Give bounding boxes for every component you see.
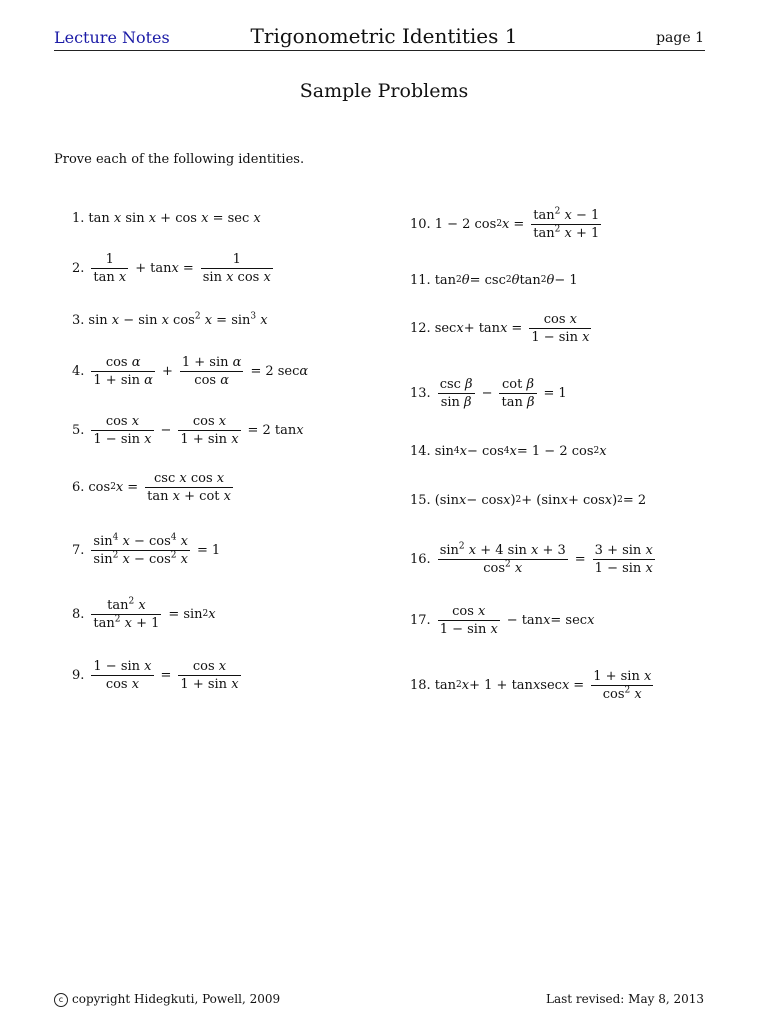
problem-number: 5. [72,422,85,438]
page-title: Sample Problems [299,80,469,102]
problem-number: 11. [410,272,431,288]
problem-14: 14. sin 4 x − cos 4 x = 1 − 2 cos 2 x [410,443,607,459]
problem-number: 16. [410,551,431,567]
problem-number: 8. [72,606,85,622]
problem-number: 12. [410,320,431,336]
problem-number: 6. [72,479,85,495]
problem-10: 10. 1 − 2 cos 2 x = $\frac{\tan^2 x - 1}{\tan^2 x + 1}$ [410,206,600,241]
problem-number: 7. [72,542,85,558]
problem-3: 3. sin x − sin x $\cos^2 x = \sin^3 x$ [72,311,268,328]
copyright-icon: c [54,993,68,1007]
header-rule [54,50,705,51]
page-number: page 1 [656,30,704,46]
footer-copyright [54,992,280,1007]
problem-number: 10. [410,216,431,232]
problem-18: 18. tan 2 x + 1 + tan x sec x = $\frac{\text{1 + sin x}}{\cos^2 x}$ [410,668,652,702]
problem-12: 12. sec x + tan x = $\frac{\text{cos x}}{\text{1 − sin x}}$ [410,311,590,345]
problem-number: 18. [410,677,431,693]
problem-5: 5. $\frac{\text{cos x}}{\text{1 − sin x}}$ − $\frac{\text{cos x}}{\text{1 + sin x}}$ = 2 tan x [72,413,304,447]
problem-15: 15. (sin x − cos x ) 2 + (sin x + cos x ) 2 = 2 [410,492,647,508]
problem-2: 2. $\frac{1}{\text{tan x}}$ + tan x = $\frac{1}{\text{sin x cos x}}$ [72,251,271,285]
problem-8: 8. $\frac{\tan^2 x}{\tan^2 x + 1}$ = sin 2 x [72,596,216,631]
problem-13: 13. $\frac{\text{csc β}}{\text{sin β}}$ − $\frac{\text{cot β}}{\text{tan β}}$ = 1 [410,376,567,410]
problem-number: 4. [72,363,85,379]
problem-16: 16. $\frac{\sin^2 x + 4 \sin x + 3}{\cos^2 x}$ = $\frac{\text{3 + sin x}}{\text{1 − sin x}}$ [410,541,653,576]
problem-4: 4. $\frac{\text{cos α}}{\text{1 + sin α}}$ + $\frac{\text{1 + sin α}}{\text{cos α}}$ = 2 sec α [72,354,309,388]
header-title: Trigonometric Identities 1 [250,24,518,48]
problem-7: 7. $\frac{\sin^4 x - \cos^4 x}{\sin^2 x - \cos^2 x}$ = 1 [72,532,221,567]
problem-number: 2. [72,260,85,276]
problem-number: 14. [410,443,431,459]
problem-9: 9. $\frac{\text{1 − sin x}}{\text{cos x}}$ = $\frac{\text{cos x}}{\text{1 + sin x}}$ [72,658,239,692]
intro-text: Prove each of the following identities. [54,152,305,167]
problem-number: 17. [410,612,431,628]
footer-revised: Last revised: May 8, 2013 [545,992,704,1006]
problem-17: 17. $\frac{\text{cos x}}{\text{1 − sin x}}$ − tan x = sec x [410,603,595,637]
problem-1: 1. tan x sin x + cos x = sec x [72,210,261,226]
problem-number: 13. [410,385,431,401]
problem-number: 3. [72,312,85,328]
copyright-text: copyright Hidegkuti, Powell, 2009 [72,992,281,1006]
header-left-label: Lecture Notes [54,28,170,47]
problem-6: 6. cos 2 x = $\frac{\text{csc x cos x}}{\text{tan x + cot x}}$ [72,470,231,504]
problem-11: 11. tan 2 θ = csc 2 θ tan 2 θ − 1 [410,272,578,288]
problem-number: 1. [72,210,85,226]
problem-number: 9. [72,667,85,683]
problem-number: 15. [410,492,431,508]
